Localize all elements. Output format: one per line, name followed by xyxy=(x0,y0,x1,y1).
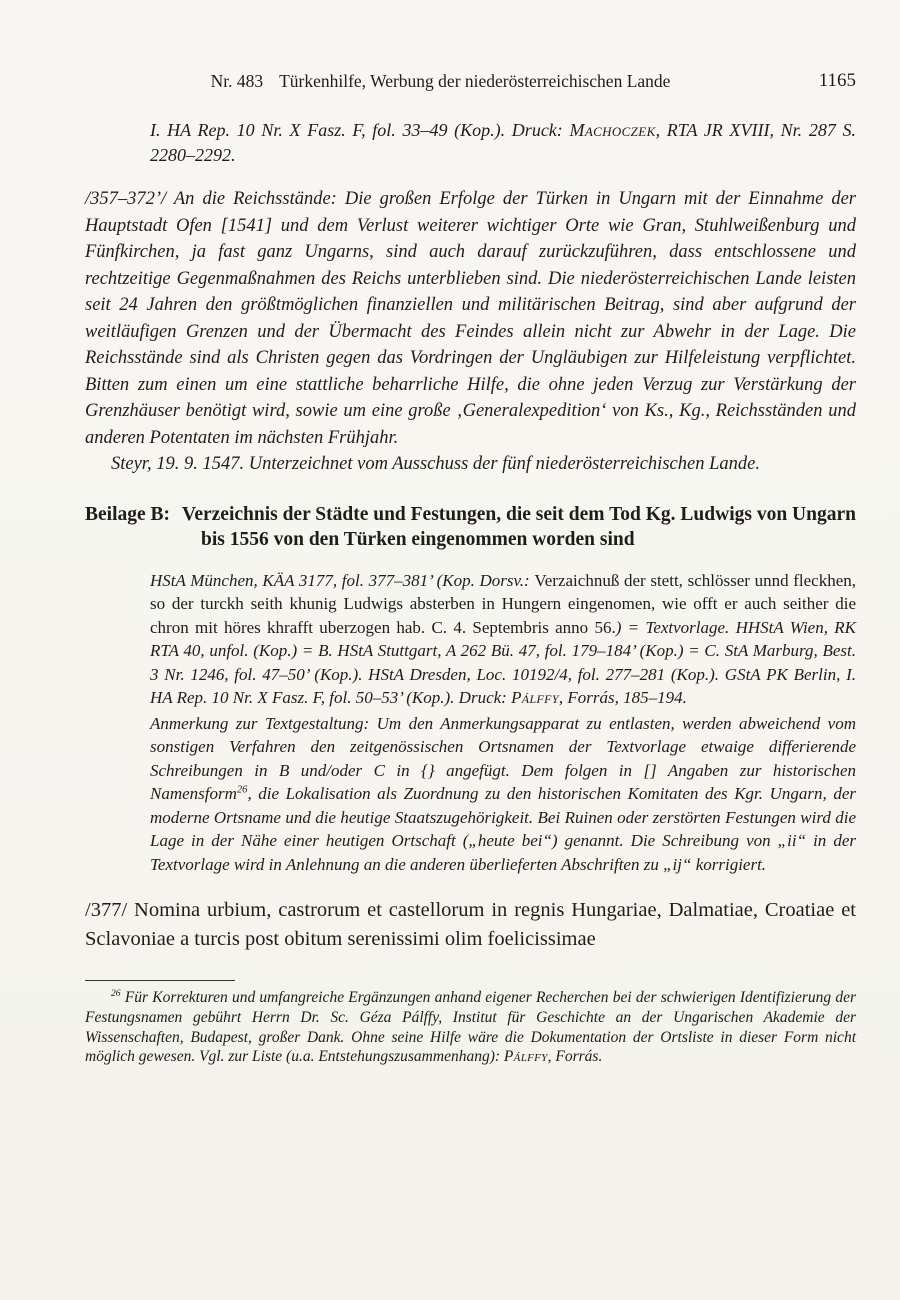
footnote-text-part-2: , Forrás. xyxy=(547,1048,603,1066)
source-part-3: , Forrás, 185–194. xyxy=(558,688,687,707)
running-header xyxy=(85,70,856,92)
appendix-heading-title: Verzeichnis der Städte und Festungen, die seit dem Tod Kg. Ludwigs von Ungarn bis 1556 von den Türken eingenommen worden sind xyxy=(182,503,856,550)
footnote-separator-rule xyxy=(85,980,235,981)
appendix-heading-label: Beilage B: xyxy=(85,503,171,525)
footnote-text-part-1: Für Korrekturen und umfangreiche Ergänzungen anhand eigener Recherchen bei der schwierigen Identifizierung der Festungsnamen gebührt Herrn Dr. Sc. Géza Pálffy, Institut für Geschichte an der Ungarischen Akademie der Wissenschaften, Budapest, großer Dank. Ohne seine Hilfe wäre die Dokumentation der Ortsliste in dieser Form nicht möglich gewesen. Vgl. zur Liste (u.a. Entstehungszusammenhang): xyxy=(85,989,857,1066)
archival-reference-pre: I. HA Rep. 10 Nr. X Fasz. F, fol. 33–49 (Kop.). Druck: xyxy=(150,120,570,140)
footnote-author-smallcaps: Pálffy xyxy=(503,1048,548,1066)
running-head-text xyxy=(85,70,856,92)
editorial-note-part-2: , die Lokalisation als Zuordnung zu den historischen Komitaten des Kgr. Ungarn, der moderne Ortsname und die heutige Staatszugehörigkeit. Bei Ruinen oder zerstörten Festungen wird die Lage in der Nähe einer heutigen Ortschaft („heute bei“) genannt. Die Schreibung von „ii“ in der Textvorlage wird in Anlehnung an die anderen überlieferten Abschriften zu „ij“ korrigiert. xyxy=(150,784,856,874)
document-title: Türkenhilfe, Werbung der niederösterreichischen Lande xyxy=(279,71,671,91)
page-number: 1165 xyxy=(818,70,856,91)
appendix-heading xyxy=(85,502,856,553)
dateline-paragraph: Steyr, 19. 9. 1547. Unterzeichnet vom Ausschuss der fünf niederösterreichischen Lande. xyxy=(111,454,760,474)
regest-paragraph: /357–372’/ An die Reichsstände: Die großen Erfolge der Türken in Ungarn mit der Einnahme der Hauptstadt Ofen [1541] und dem Verlust weiterer wichtiger Orte wie Gran, Stuhlweißenburg und Fünfkirchen, ja fast ganz Ungarns, sind auch darauf zurückzuführen, dass entschlossene und rechtzeitige Gegenmaßnahmen des Reichs unterblieben sind. Die niederösterreichischen Lande leisten seit 24 Jahren den größtmöglichen finanziellen und militärischen Beitrag, sind aber aufgrund der weitläufigen Grenzen und der Übermacht des Feindes allein nicht zur Abwehr in der Lage. Die Reichsstände sind als Christen gegen das Vordringen der Ungläubigen zur Hilfeleistung verpflichtet. Bitten zum einen um eine stattliche beharrliche Hilfe, die ohne jeden Verzug zur Verstärkung der Grenzhäuser benötigt wird, sowie um eine große ‚Generalexpedition‘ von Ks., Kg., Reichsständen und anderen Potentaten im nächsten Frühjahr. xyxy=(85,189,856,448)
archival-reference xyxy=(150,118,856,167)
footnote-26 xyxy=(85,988,856,1067)
archival-reference-post: , RTA JR XVIII, Nr. 287 S. 2280–2292. xyxy=(150,120,856,165)
appendix-source-description xyxy=(150,569,856,710)
editor-name-smallcaps: Machoczek xyxy=(569,120,656,140)
document-number: Nr. 483 xyxy=(210,71,264,91)
editorial-note-part-1: Anmerkung zur Textgestaltung: Um den Anmerkungsapparat zu entlasten, werden abweichend vom sonstigen Verfahren den zeitgenössischen Ortsnamen der Textvorlage etwaige differierende Schreibungen in B und/oder C in {} angefügt. Dem folgen in [] Angaben zur historischen Namensform xyxy=(150,713,856,803)
source-part-2: ) = Textvorlage. HHStA Wien, RK RTA 40, unfol. (Kop.) = B. HStA Stuttgart, A 262 Bü. 47, fol. 179–184’ (Kop.) = C. StA Marburg, Best. 3 Nr. 1246, fol. 47–50’ (Kop.). HStA Dresden, Loc. 10192/4, fol. 277–281 (Kop.). GStA PK Berlin, I. HA Rep. 10 Nr. X Fasz. F, fol. 50–53’ (Kop.). Druck: xyxy=(150,617,856,707)
source-author-smallcaps: Pálffy xyxy=(511,688,559,707)
editorial-note xyxy=(150,712,856,877)
source-original-quote: Verzaichnuß der stett, schlösser unnd fleckhen, so der turckh seith khunig Ludwigs absterben in Hungern eingenomen, wie offt er auch seither die chron mit höres khrafft uberzogen hab. C. 4. Septembris anno 56. xyxy=(150,570,857,637)
source-part-1: HStA München, KÄA 3177, fol. 377–381’ (Kop. Dorsv.: xyxy=(150,570,535,590)
footnote-marker: 26 xyxy=(111,987,121,999)
footnote-reference-26: 26 xyxy=(236,784,248,796)
main-text-paragraph: /377/ Nomina urbium, castrorum et castellorum in regnis Hungariae, Dalmatiae, Croatiae et Sclavoniae a turcis post obitum serenissimi olim foelicissimae xyxy=(85,899,856,950)
